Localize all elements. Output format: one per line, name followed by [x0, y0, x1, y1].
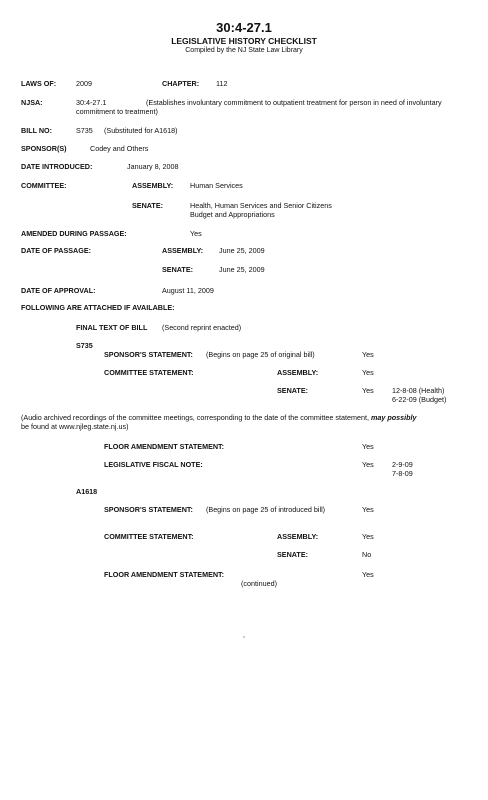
committee-assembly-label: ASSEMBLY:: [132, 181, 174, 190]
a1618-committee-assembly-label: ASSEMBLY:: [277, 532, 319, 541]
s735-senate-date-1: 12-8-08 (Health): [392, 386, 445, 395]
page-title: LEGISLATIVE HISTORY CHECKLIST: [171, 36, 317, 46]
s735-fiscal-label: LEGISLATIVE FISCAL NOTE:: [104, 460, 203, 469]
passage-senate-value: June 25, 2009: [219, 265, 265, 274]
attached-heading: FOLLOWING ARE ATTACHED IF AVAILABLE:: [21, 303, 175, 312]
a1618-floor-value: Yes: [362, 570, 374, 579]
s735-sponsor-note: (Begins on page 25 of original bill): [206, 350, 315, 359]
s735-floor-value: Yes: [362, 442, 374, 451]
scan-speck: [243, 636, 245, 638]
approval-label: DATE OF APPROVAL:: [21, 286, 96, 295]
njsa-value: 30:4-27.1: [76, 98, 107, 107]
s735-heading: S735: [76, 341, 93, 350]
audio-note: [21, 413, 417, 422]
bill-no-label: BILL NO:: [21, 126, 53, 135]
committee-senate-label: SENATE:: [132, 201, 164, 210]
s735-sponsor-value: Yes: [362, 350, 374, 359]
final-text-label: FINAL TEXT OF BILL: [76, 323, 148, 332]
passage-assembly-label: ASSEMBLY:: [162, 246, 204, 255]
final-text-note: (Second reprint enacted): [162, 323, 242, 332]
bill-no-value: S735: [76, 126, 93, 135]
compiled-by: Compiled by the NJ State Law Library: [185, 47, 303, 54]
a1618-floor-label: FLOOR AMENDMENT STATEMENT:: [104, 570, 225, 579]
s735-fiscal-date-2: 7-8-09: [392, 469, 413, 478]
committee-label: COMMITTEE:: [21, 181, 67, 190]
chapter-value: 112: [216, 79, 228, 88]
amended-label: AMENDED DURING PASSAGE:: [21, 229, 127, 238]
audio-note-emphasis: may possibly: [370, 413, 417, 422]
committee-senate-value-1: Health, Human Services and Senior Citizens: [190, 201, 332, 210]
s735-floor-label: FLOOR AMENDMENT STATEMENT:: [104, 442, 225, 451]
date-introduced-value: January 8, 2008: [127, 162, 179, 171]
laws-of-label: LAWS OF:: [21, 79, 57, 88]
s735-fiscal-value: Yes: [362, 460, 374, 469]
approval-value: August 11, 2009: [162, 286, 214, 295]
bill-no-note: (Substituted for A1618): [104, 126, 178, 135]
date-introduced-label: DATE INTRODUCED:: [21, 162, 93, 171]
s735-fiscal-date-1: 2-9-09: [392, 460, 413, 469]
s735-committee-label: COMMITTEE STATEMENT:: [104, 368, 194, 377]
njsa-label: NJSA:: [21, 98, 43, 107]
a1618-sponsor-note: (Begins on page 25 of introduced bill): [206, 505, 326, 514]
amended-value: Yes: [190, 229, 202, 238]
committee-assembly-value: Human Services: [190, 181, 243, 190]
s735-senate-date-2: 6-22-09 (Budget): [392, 395, 447, 404]
sponsors-value: Codey and Others: [90, 144, 149, 153]
laws-of-value: 2009: [76, 79, 92, 88]
s735-committee-assembly-value: Yes: [362, 368, 374, 377]
a1618-sponsor-value: Yes: [362, 505, 374, 514]
a1618-committee-label: COMMITTEE STATEMENT:: [104, 532, 194, 541]
sponsors-label: SPONSOR(S): [21, 144, 67, 153]
s735-sponsor-label: SPONSOR'S STATEMENT:: [104, 350, 193, 359]
committee-senate-value-2: Budget and Appropriations: [190, 210, 275, 219]
chapter-label: CHAPTER:: [162, 79, 200, 88]
s735-committee-assembly-label: ASSEMBLY:: [277, 368, 319, 377]
continued-note: (continued): [241, 579, 277, 588]
passage-senate-label: SENATE:: [162, 265, 194, 274]
audio-note-link-text: be found at www.njleg.state.nj.us): [21, 422, 129, 431]
njsa-description: (Establishes involuntary commitment to outpatient treatment for person in need of involuntary commitment to treatment): [76, 98, 442, 116]
a1618-heading: A1618: [76, 487, 98, 496]
passage-assembly-value: June 25, 2009: [219, 246, 265, 255]
passage-label: DATE OF PASSAGE:: [21, 246, 92, 255]
a1618-committee-senate-label: SENATE:: [277, 550, 309, 559]
audio-note-text: (Audio archived recordings of the committee meetings, corresponding to the date of the committee statement,: [21, 413, 369, 422]
a1618-committee-senate-value: No: [362, 550, 372, 559]
s735-committee-senate-value: Yes: [362, 386, 374, 395]
statute-number: 30:4-27.1: [216, 20, 272, 35]
s735-committee-senate-label: SENATE:: [277, 386, 309, 395]
a1618-sponsor-label: SPONSOR'S STATEMENT:: [104, 505, 193, 514]
a1618-committee-assembly-value: Yes: [362, 532, 374, 541]
